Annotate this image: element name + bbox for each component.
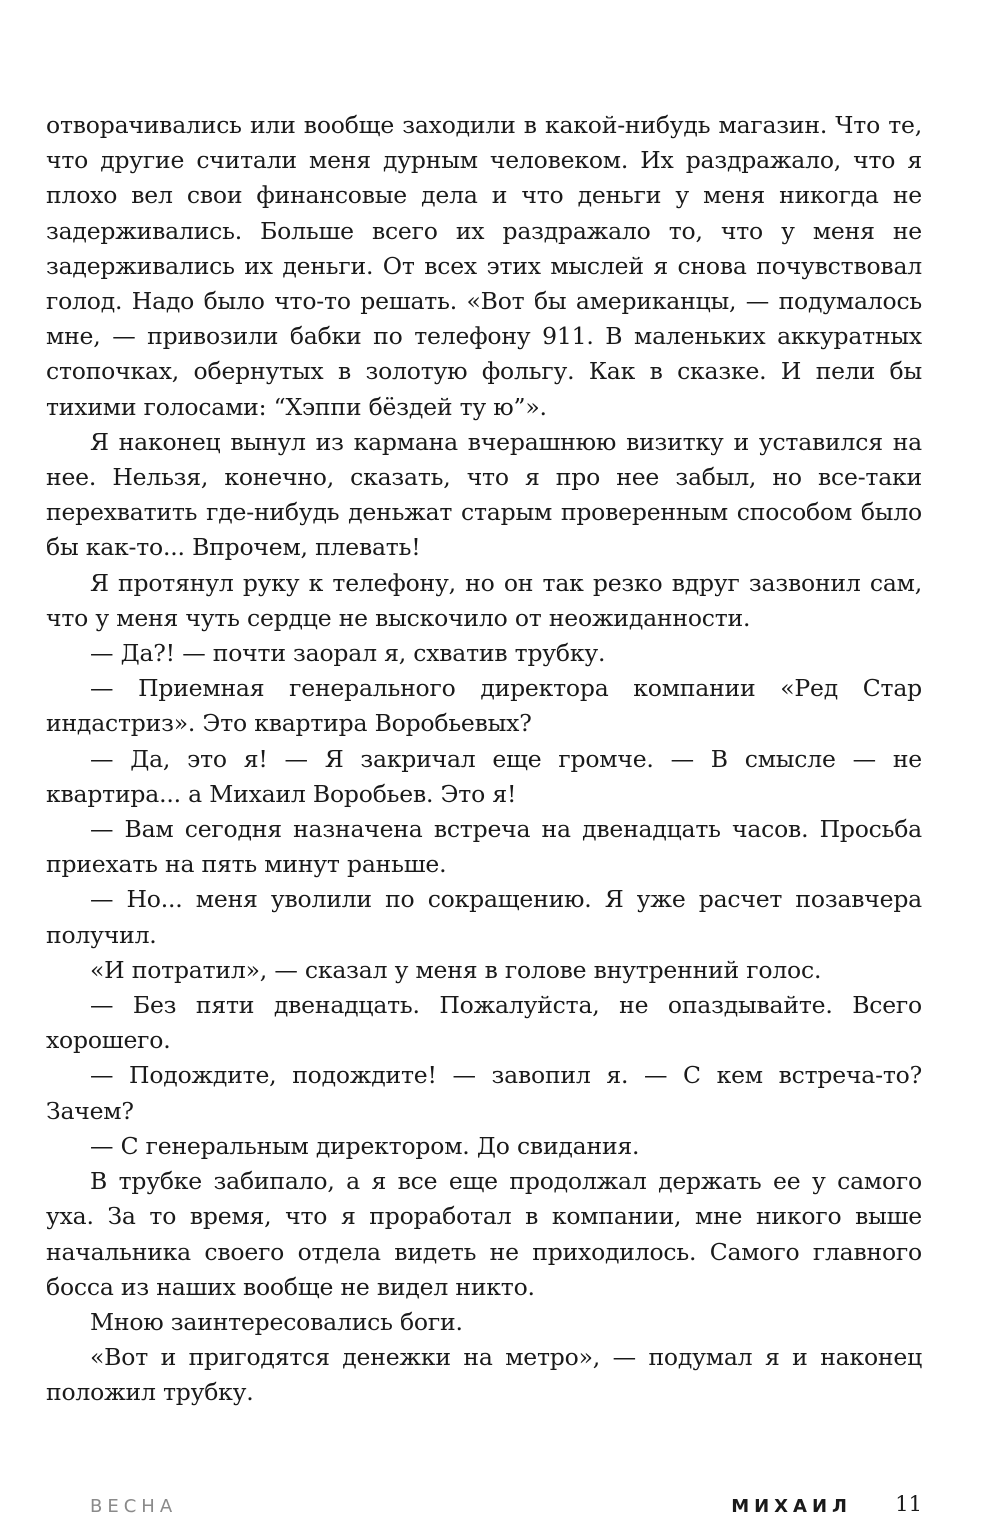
dialogue-line: — Приемная генерального директора компании «Ред Стар индастриз». Это квартира Воробьевых? (46, 674, 922, 738)
paragraph: «Вот и пригодятся денежки на метро», — подумал я и наконец положил трубку. (46, 1343, 922, 1407)
page-number: 11 (895, 1492, 922, 1516)
dialogue-line: — Да, это я! — Я закричал еще громче. — В смысле — не квартира... а Михаил Воробьев. Это я! (46, 744, 922, 808)
paragraph: В трубке забипало, а я все еще продолжал держать ее у самого уха. За то время, что я проработал в компании, мне никого выше начальника своего отдела видеть не приходилось. Самого главного босса из наших вообще не видел никто. (46, 1167, 922, 1301)
page-body (46, 108, 922, 1411)
paragraph: «И потратил», — сказал у меня в голове внутренний голос. (90, 955, 822, 984)
page-footer (90, 1492, 922, 1522)
paragraph: отворачивались или вообще заходили в какой-нибудь магазин. Что те, что другие считали меня дурным человеком. Их раздражало, что я плохо вел свои финансовые дела и что деньги у меня никогда не задерживались. Больше всего их раздражало то, что у меня не задерживались их деньги. От всех этих мыслей я снова почувствовал голод. Надо было что-то решать. «Вот бы американцы, — подумалось мне, — привозили бабки по телефону 911. В маленьких аккуратных стопочках, обернутых в золотую фольгу. Как в сказке. И пели бы тихими голосами: “Хэппи бёздей ту ю”». (46, 111, 922, 421)
dialogue-line: — Да?! — почти заорал я, схватив трубку. (90, 639, 606, 668)
dialogue-line: — Но... меня уволили по сокращению. Я уже расчет позавчера получил. (46, 885, 922, 949)
dialogue-line: — Подождите, подождите! — завопил я. — С кем встреча-то? Зачем? (46, 1061, 922, 1125)
running-header-section: ВЕСНА (90, 1496, 178, 1517)
paragraph: Я протянул руку к телефону, но он так резко вдруг зазвонил сам, что у меня чуть сердце не выскочило от неожиданности. (46, 568, 922, 632)
paragraph: Мною заинтересовались боги. (90, 1307, 463, 1336)
running-header-chapter: МИХАИЛ (731, 1496, 852, 1517)
paragraph: Я наконец вынул из кармана вчерашнюю визитку и уставился на нее. Нельзя, конечно, сказать, что я про нее забыл, но все-таки перехватить где-нибудь деньжат старым проверенным способом было бы как-то... Впрочем, плевать! (46, 427, 922, 562)
dialogue-line: — Без пяти двенадцать. Пожалуйста, не опаздывайте. Всего хорошего. (46, 991, 922, 1055)
dialogue-line: — Вам сегодня назначена встреча на двенадцать часов. Просьба приехать на пять минут раньше. (46, 815, 922, 879)
dialogue-line: — С генеральным директором. До свидания. (90, 1131, 640, 1160)
